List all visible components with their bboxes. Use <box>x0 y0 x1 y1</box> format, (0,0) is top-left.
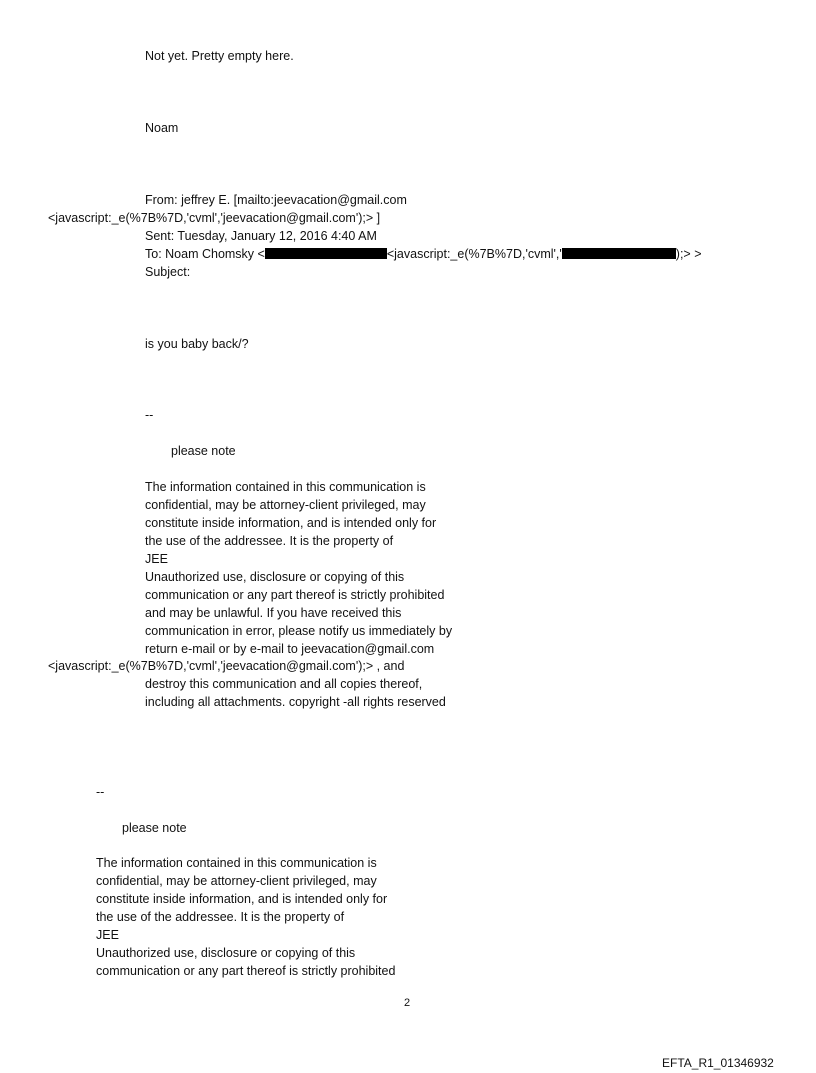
header-to-prefix: To: Noam Chomsky < <box>145 247 265 261</box>
header-subject: Subject: <box>145 265 191 279</box>
notice-line: Unauthorized use, disclosure or copying of this <box>96 946 356 960</box>
notice-line: JEE <box>145 552 168 566</box>
notice-title: please note <box>171 444 236 458</box>
separator: -- <box>145 408 154 422</box>
notice-line: communication or any part thereof is strictly prohibited <box>96 964 396 978</box>
separator: -- <box>96 785 105 799</box>
notice-line: JEE <box>96 928 119 942</box>
notice-line: confidential, may be attorney-client privileged, may <box>96 874 377 888</box>
message-body: is you baby back/? <box>145 337 249 351</box>
page-number: 2 <box>404 997 411 1009</box>
notice-line: communication in error, please notify us immediately by <box>145 624 453 638</box>
notice-line: the use of the addressee. It is the property of <box>145 534 394 548</box>
header-to-middle: <javascript:_e(%7B%7D,'cvml',' <box>386 247 562 261</box>
notice-line: constitute inside information, and is intended only for <box>145 516 437 530</box>
redaction-bar <box>562 248 676 259</box>
redaction-bar <box>265 248 387 259</box>
notice-line: constitute inside information, and is intended only for <box>96 892 388 906</box>
notice-title: please note <box>122 821 187 835</box>
notice-line: the use of the addressee. It is the property of <box>96 910 345 924</box>
notice-line: Unauthorized use, disclosure or copying of this <box>145 570 405 584</box>
header-from-cont: <javascript:_e(%7B%7D,'cvml','jeevacation@gmail.com');> ] <box>48 211 381 225</box>
header-to-suffix: );> > <box>675 247 702 261</box>
notice-line: The information contained in this communication is <box>96 856 377 870</box>
notice-line: confidential, may be attorney-client privileged, may <box>145 498 426 512</box>
notice-line: return e-mail or by e-mail to jeevacation@gmail.com <box>145 642 435 656</box>
signature: Noam <box>145 121 179 135</box>
notice-line: <javascript:_e(%7B%7D,'cvml','jeevacation@gmail.com');> , and <box>48 659 405 673</box>
notice-line: including all attachments. copyright -all rights reserved <box>145 695 446 709</box>
header-from: From: jeffrey E. [mailto:jeevacation@gmail.com <box>145 193 407 207</box>
notice-line: communication or any part thereof is strictly prohibited <box>145 588 445 602</box>
notice-line: destroy this communication and all copies thereof, <box>145 677 423 691</box>
document-id: EFTA_R1_01346932 <box>662 1056 774 1070</box>
header-to <box>145 246 702 262</box>
reply-text: Not yet. Pretty empty here. <box>145 49 294 63</box>
notice-line: The information contained in this communication is <box>145 480 426 494</box>
notice-line: and may be unlawful. If you have received this <box>145 606 402 620</box>
header-sent: Sent: Tuesday, January 12, 2016 4:40 AM <box>145 229 377 243</box>
